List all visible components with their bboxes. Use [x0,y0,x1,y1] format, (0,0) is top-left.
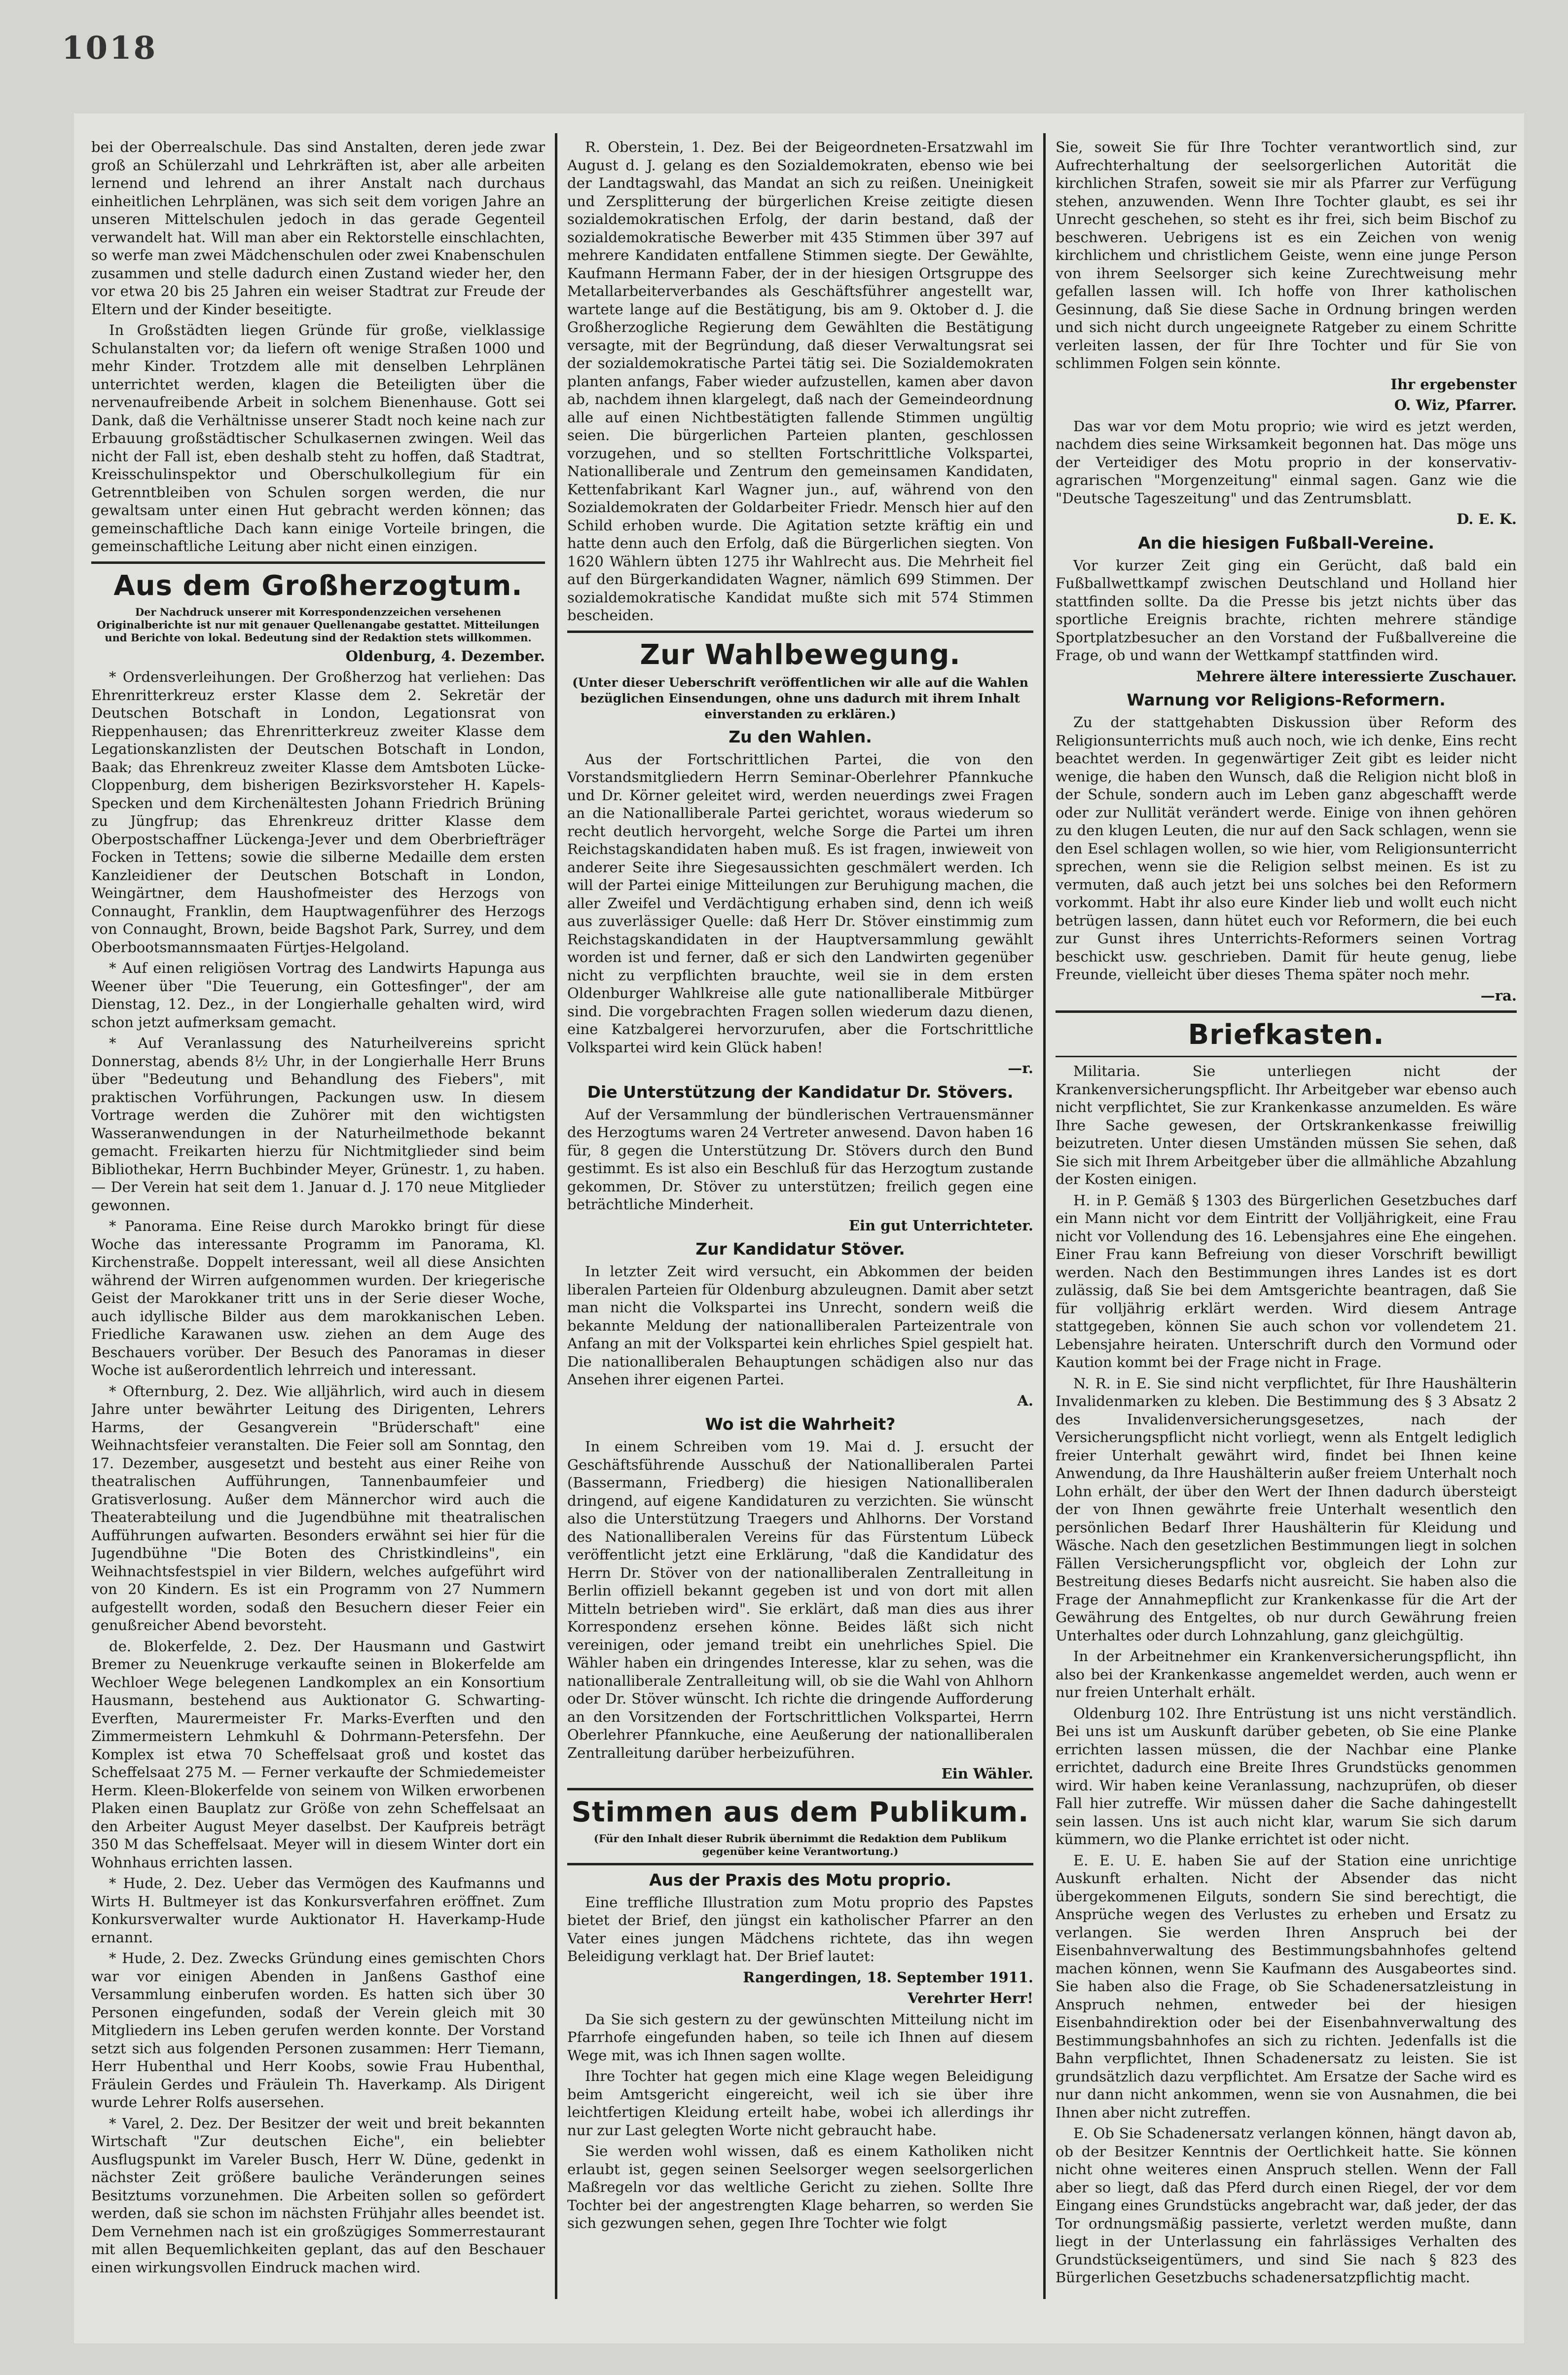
editor-note: (Unter dieser Ueberschrift veröffentlichen wir alle auf die Wahlen bezüglichen Einsendungen, ohne uns dadurch mit ihrem Inhalt einverstanden zu erklären.) [572,675,1028,721]
subheading-candidacy: Zur Kandidatur Stöver. [695,1239,905,1259]
subheading-truth: Wo ist die Wahrheit? [705,1414,896,1434]
section-divider [1056,1056,1517,1057]
dateline: Oldenburg, 4. Dezember. [345,647,545,665]
article-paragraph: Das war vor dem Motu proprio; wie wird es jetzt werden, nachdem dies seine Wirksamkeit begonnen hat. Das möge uns der Verteidiger des Motu proprio in der konservativ-agrarischen "Morgenzeitung" einmal sagen. Ganz wie die "Deutsche Tageszeitung" und das Zentrumsblatt. [1056,417,1517,507]
mailbox-answer: N. R. in E. Sie sind nicht verpflichtet, für Ihre Haushälterin Invalidenmarken zu kleben. Die Bestimmung des § 3 Absatz 2 des Invalidenversicherungsgesetzes, nach der Versicherungspflicht nicht vorliegt, wenn als Entgelt lediglich freier Unterhalt gewährt wird, findet bei Ihnen keine Anwendung, da Ihre Haushälterin außer freiem Unterhalt noch Lohn erhält, der über den Wert der Ihnen dadurch übersteigt der von Ihnen gewährte freie Unterhalt wesentlich den persönlichen Bedarf Ihrer Haushälterin für Kleidung und Wäsche. Nach den gesetzlichen Bestimmungen liegt in solchen Fällen Versicherungspflicht vor, obgleich der Lohn zur Bestreitung dieses Bedarfs nicht ausreicht. Sie haben also die Frage der Annahmepflicht zur Krankenkasse für die Art der Gewährung des Entgeltes, ob nur durch Gewährung freien Unterhaltes oder durch Lohnzahlung, ganz gleichgültig. [1056,1374,1517,1644]
signature: Ein gut Unterrichteter. [848,1217,1033,1234]
subheading-warning: Warnung vor Religions-Reformern. [1127,690,1446,709]
column-1 [91,138,545,2329]
reprint-note: Der Nachdruck unserer mit Korrespondenzzeichen versehenen Originalberichte ist nur mit genauer Quellenangabe gestattet. Mitteilungen und Berichte von lokal. Bedeutung sind der Redaktion stets willkommen. [97,605,540,644]
news-item-naturopathy: * Auf Veranlassung des Naturheilvereins spricht Donnerstag, abends 8½ Uhr, in der Longierhalle Herr Bruns über "Bedeutung und Behandlung des Fiebers", mit praktischen Vorführungen, Packungen usw. In diesem Vortrage werden die Zuhörer mit den wichtigsten Wasseranwendungen in der Naturheilmethode bekannt gemacht. Freikarten hierzu für Nichtmitglieder sind beim Bibliothekar, Herrn Buchbinder Meyer, Grünestr. 1, zu haben. — Der Verein hat seit dem 1. Januar d. J. 170 neue Mitglieder gewonnen. [91,1035,545,1214]
article-paragraph: In einem Schreiben vom 19. Mai d. J. ersucht der Geschäftsführende Ausschuß der Nationalliberalen Partei (Bassermann, Friedberg) die hiesigen Nationalliberalen dringend, auf eigene Kandidaturen zu verzichten. Sie wünscht also die Unterstützung Traegers und Ahlhorns. Der Vorstand des Nationalliberalen Vereins für das Fürstentum Lübeck veröffentlicht jetzt eine Erklärung, "daß die Kandidatur des Herrn Dr. Stöver von der nationalliberalen Zentralleitung in Berlin offiziell bekannt gegeben ist und von dort mit allen Mitteln betrieben wird". Sie erklärt, daß man dies aus ihrer Korrespondenz ersehen könne. Beides läßt sich nicht vereinigen, oder jemand treibt ein unehrliches Spiel. Die Wähler haben ein dringendes Interesse, klar zu sehen, was die nationalliberale Zentralleitung will, ob sie die Wahl von Ahlhorn oder Dr. Stöver wünscht. Ich richte die dringende Aufforderung an den Vorsitzenden der Fortschrittlichen Volkspartei, Herrn Oberlehrer Pfannkuche, eine Aeußerung der nationalliberalen Zentralleitung darüber herbeizuführen. [567,1438,1033,1761]
article-paragraph: In Großstädten liegen Gründe für große, vielklassige Schulanstalten vor; da liefern oft wenige Straßen 1000 und mehr Kinder. Trotzdem alle mit denselben Lehrplänen unterrichtet werden, klagen die Beteiligten über die nervenaufreibende Arbeit in solchem Bienenhause. Gott sei Dank, daß die Verhältnisse unserer Stadt noch keine nach zur Erbauung großstädtischer Schulkasernen zwingen. Weil das nicht der Fall ist, eben deshalb steht zu hoffen, daß Stadtrat, Kreisschulinspektor und Oberschulkollegium für ein Getrenntbleiben von Schulen sorgen werden, die nur gewaltsam unter einen Hut gebracht werden können; das gemeinschaftliche Dach kann einige Vorteile bringen, die gemeinschaftliche Leitung aber nicht einen einzigen. [91,322,545,555]
news-item-hude-bankruptcy: * Hude, 2. Dez. Ueber das Vermögen des Kaufmanns und Wirts H. Bultmeyer ist das Konkursverfahren eröffnet. Zum Konkursverwalter wurde Auktionator H. Haverkamp-Hude ernannt. [91,1875,545,1946]
section-divider [91,561,545,564]
news-item-panorama: * Panorama. Eine Reise durch Marokko bringt für diese Woche das interessante Programm im Panorama, Kl. Kirchenstraße. Doppelt interessant, weil all diese Ansichten während der Wirren aufgenommen wurden. Der kriegerische Geist der Marokkaner tritt uns in der Serie dieser Woche, auch idyllische Bilder aus dem marokkanischen Leben. Friedliche Karawanen usw. ziehen an dem Auge des Beschauers vorüber. Der Besuch des Panoramas in dieser Woche ist außerordentlich lehrreich und interessant. [91,1218,545,1378]
mailbox-answer: E. Ob Sie Schadenersatz verlangen können, hängt davon ab, ob der Besitzer Kenntnis der Oertlichkeit hatte. Sie können nicht ohne weiteres einen Anspruch stellen. Wenn der Fall aber so liegt, daß das Pferd durch einen Riegel, der vor dem Eingang eines Grundstücks angebracht war, daß jeder, der das Tor ordnungsmäßig passierte, verletzt werden mußte, dann liegt in der Unterlassung ein fahrlässiges Verhalten des Grundstückseigentümers, und sind Sie nach § 823 des Bürgerlichen Gesetzbuchs schadenersatzpflichtig macht. [1056,2125,1517,2286]
column-rule [555,133,557,2299]
news-item-osternburg: * Ofternburg, 2. Dez. Wie alljährlich, wird auch in diesem Jahre unter bewährter Leitung des Dirigenten, Lehrers Harms, der Gesangverein "Brüderschaft" eine Weihnachtsfeier veranstalten. Die Feier soll am Sonntag, den 17. Dezember, ausgesetzt und besteht aus einer Reihe von theatralischen Aufführungen, Tannenbaumfeier und Gratisverlosung. Außer dem Männerchor wird auch die Theaterabteilung und die Jugendbühne mit theatralischen Aufführungen aufwarten. Besonders erwähnt sei hier für die Jugendbühne "Die Boten des Christkindleins", ein Weihnachtsfestspiel in vier Bildern, welches aufgeführt wird von 20 Kindern. Es ist ein Programm von 27 Nummern aufgestellt worden, sodaß den Besuchern dieser Feier ein genußreicher Abend bevorsteht. [91,1382,545,1633]
letter-date: Rangerdingen, 18. September 1911. [743,1968,1033,1986]
article-paragraph: Eine treffliche Illustration zum Motu proprio des Papstes bietet der Brief, den jüngst ein katholischer Pfarrer an den Vater eines jungen Mädchens richtete, das ihn wegen Beleidigung verklagt hat. Der Brief lautet: [567,1893,1033,1965]
letter-paragraph: Sie, soweit Sie für Ihre Tochter verantwortlich sind, zur Aufrechterhaltung der seelsorgerlichen Autorität die kirchlichen Strafen, soweit sie mir als Pfarrer zur Verfügung stehen, anzuwenden. Wenn Ihre Tochter glaubt, es sei ihr Unrecht geschehen, so steht es ihr frei, sich beim Bischof zu beschweren. Uebrigens ist es ein Zeichen von wenig kirchlichem und christlichem Geiste, wenn eine junge Person von ihrem Seelsorger sich keine Zurechtweisung mehr gefallen lassen will. Ich hoffe von Ihrer katholischen Gesinnung, daß Sie diese Sache in Ordnung bringen werden und sich nicht durch ungeeignete Ratgeber zu einem Schritte verleiten lassen, der für Ihre Tochter und für Sie von schlimmen Folgen sein könnte. [1056,139,1517,371]
mailbox-answer: E. E. U. E. haben Sie auf der Station eine unrichtige Auskunft erhalten. Nicht der Absender das nicht übergekommenen Eilguts, sondern Sie sind berechtigt, die Ansprüche wegen des Verlustes zu erheben und Ersatz zu verlangen. Sie werden Ihren Anspruch bei der Eisenbahnverwaltung des Bestimmungsbahnhofes geltend machen können, wenn Sie Kaufmann des Ausgabeortes sind. Sie haben also die Frage, ob Sie Schadenersatzleistung in Anspruch nehmen, entweder bei der hiesigen Eisenbahndirektion oder bei der Eisenbahnverwaltung des Bestimmungsbahnhofes an sich zu richten. Jedenfalls ist die Bahn verpflichtet, Ihnen Schadenersatz zu leisten. Sie ist grundsätzlich dazu verpflichtet. Am Ersatze der Sache wird es nur dann nicht ankommen, wenn sie von Ausnahmen, die bei Ihnen aber nicht zutreffen. [1056,1852,1517,2121]
news-item-varel: * Varel, 2. Dez. Der Besitzer der weit und breit bekannten Wirtschaft "Zur deutschen Eiche", ein beliebter Ausflugspunkt im Vareler Busch, Herr W. Düne, gedenkt in nächster Zeit größere bauliche Veränderungen seines Besitztums vorzunehmen. Die Arbeiten sollen so gefördert werden, daß sie schon im nächsten Frühjahr alles beendet ist. Dem Vernehmen nach ist ein großzügiges Sommerrestaurant mit allen Bequemlichkeiten geplant, das auf den Beschauer einen wirkungsvollen Eindruck machen wird. [91,2115,545,2276]
section-heading-mailbox: Briefkasten. [1188,1019,1385,1051]
section-divider [567,631,1033,633]
subheading-support: Die Unterstützung der Kandidatur Dr. Stövers. [587,1082,1014,1102]
section-heading-election: Zur Wahlbewegung. [640,638,961,671]
subheading-practice: Aus der Praxis des Motu proprio. [649,1870,951,1890]
news-item-oberstein: R. Oberstein, 1. Dez. Bei der Beigeordneten-Ersatzwahl im August d. J. gelang es den Sozialdemokraten, ebenso wie bei der Landtagswahl, das Mandat an sich zu reißen. Uneinigkeit und Zersplitterung der bürgerlichen Kreise zeitigte diesen sozialdemokratischen Erfolg, der darin bestand, daß der sozialdemokratische Bewerber mit 435 Stimmen über 397 auf mehrere Kandidaten entfallene Stimmen siegte. Der Gewählte, Kaufmann Hermann Faber, der in der hiesigen Ortsgruppe des Metallarbeiterverbandes als Geschäftsführer angestellt war, wartete lange auf die Bestätigung, bis am 9. Oktober d. J. die Großherzogliche Regierung dem Gewählten die Bestätigung versagte, mit der Begründung, daß dieser Verwaltungsrat sei der sozialdemokratische Partei tätig sei. Die Sozialdemokraten planten anfangs, Faber wieder aufzustellen, kamen aber davon ab, nachdem ihnen klargelegt, daß nach der Gemeindeordnung alle auf einen Nichtbestätigten fallende Stimmen ungültig seien. Die bürgerlichen Parteien planten, geschlossen vorzugehen, und so stellten Fortschrittliche Volkspartei, Nationalliberale und Zentrum den gemeinsamen Kandidaten, Kettenfabrikant Karl Wagner jun., auf, während von den Sozialdemokraten der Goldarbeiter Friedr. Mensch hier auf den Schild erhoben wurde. Die Agitation setzte kräftig ein und hatte denn auch den Erfolg, daß die Bürgerlichen siegten. Von 1620 Wählern übten 1275 ihr Wahlrecht aus. Die Mehrheit fiel auf den Bürgerkandidaten Wagner, nämlich 699 Stimmen. Der sozialdemokratische Kandidat mußte sich mit 574 Stimmen bescheiden. [567,139,1033,624]
article-paragraph: Aus der Fortschrittlichen Partei, die von den Vorstandsmitgliedern Herrn Seminar-Oberlehrer Pfannkuche und Dr. Körner geleitet wird, werden neuerdings zwei Fragen an die Nationalliberale Partei gerichtet, woraus wiederum so recht deutlich hervorgeht, welche Sorge die Partei um ihren Reichstagskandidaten haben muß. Es ist fragen, inwieweit von anderer Seite ihre Siegesaussichten geschmälert werden. Ich will der Partei einige Mitteilungen zur Beruhigung machen, die aller Zweifel und Verdächtigung erhaben sind, denn ich weiß aus zuverlässiger Quelle: daß Herr Dr. Stöver einstimmig zum Reichstagskandidaten in der Hauptversammlung gewählt worden ist und ferner, daß er sich den Landwirten gegenüber nicht zu verpflichten brauchte, weil sie in dem ersten Oldenburger Wahlkreise alle gute nationalliberale Mitbürger sind. Die vorgebrachten Fragen sollen wiederum dazu dienen, eine Katzbalgerei hervorzurufen, aber die Fortschrittliche Volkspartei wird kein Glück haben! [567,750,1033,1056]
column-3 [1056,138,1517,2329]
letter-paragraph: Da Sie sich gestern zu der gewünschten Mitteilung nicht im Pfarrhofe eingefunden haben, so teile ich Ihnen auf diesem Wege mit, was ich Ihnen sagen wollte. [567,2010,1033,2064]
signature: —r. [1008,1060,1033,1076]
article-paragraph: In letzter Zeit wird versucht, ein Abkommen der beiden liberalen Parteien für Oldenburg abzuleugnen. Damit aber setzt man nicht die Volkspartei ins Unrecht, sondern weiß die bekannte Meldung der nationalliberalen Parteizentrale von Anfang an mit der Volkspartei kein ehrliches Spiel gespielt hat. Die nationalliberalen Behauptungen schädigen also nur das Ansehen ihrer eigenen Partei. [567,1263,1033,1388]
news-item-lecture: * Auf einen religiösen Vortrag des Landwirts Hapunga aus Weener über "Die Teuerung, ein Gottesfinger", der am Dienstag, 12. Dez., in der Longierhalle gehalten wird, wird schon jetzt aufmerksam gemacht. [91,960,545,1031]
article-paragraph: Zu der stattgehabten Diskussion über Reform des Religionsunterrichts muß auch noch, wie ich denke, Eins recht beachtet werden. In gegenwärtiger Zeit gibt es leider nicht wenige, die haben den Wunsch, daß die Religion nicht bloß in der Schule, sondern auch im Leben ganz abgeschafft werde oder zur Nullität verändert werde. Einige von ihnen gehören zu den klugen Leuten, die nur auf den Sack schlagen, wenn sie den Esel schlagen wollen, so wie hier, vom Religionsunterricht sprechen, wenn sie die Religion selbst meinen. Es ist zu vermuten, daß auch jetzt bei uns solches bei den Reformern vorkommt. Habt ihr also eure Kinder lieb und wollt euch nicht betrügen lassen, dann hütet euch vor Reformern, die bei euch zur Gunst ihres Unterrichts-Reformers seinen Vortrag beschickt usw. geschrieben. Damit für heute genug, liebe Freunde, vielleicht über dieses Thema später noch mehr. [1056,714,1517,983]
signature: D. E. K. [1457,511,1517,527]
section-divider [1056,1010,1517,1013]
section-heading-public: Stimmen aus dem Publikum. [571,1796,1029,1828]
letter-paragraph: Ihre Tochter hat gegen mich eine Klage wegen Beleidigung beim Amtsgericht eingereicht, weil ich sie über ihre leichtfertigen Kleidung erteilt habe, wobei ich allerdings ihr nur zur Last gelegten Worte nicht gebraucht habe. [567,2068,1033,2139]
subheading-to-elections: Zu den Wahlen. [729,727,872,746]
public-voices-box [567,1788,1033,1865]
mailbox-answer: Militaria. Sie unterliegen nicht der Krankenversicherungspflicht. Ihr Arbeitgeber war ebenso auch nicht verpflichtet, Sie zur Krankenkasse anzumelden. Es wäre Ihre Sache gewesen, der Ortskrankenkasse freiwillig beizutreten. Unter diesen Umständen müssen Sie sehen, daß Sie sich mit Ihrem Arbeitgeber über die allmähliche Abzahlung der Kosten einigen. [1056,1063,1517,1188]
subheading-football: An die hiesigen Fußball-Vereine. [1138,533,1434,553]
article-paragraph: bei der Oberrealschule. Das sind Anstalten, deren jede zwar groß an Schülerzahl und Lehrkräften ist, aber alle arbeiten lernend und lehrend an ihrer Anstalt nach durchaus einheitlichen Lehrplänen, was sich seit dem vorigen Jahre an unseren Mittelschulen jedoch in das gerade Gegenteil verwandelt hat. Will man aber ein Rektorstelle einschlachten, so werfe man zwei Mädchenschulen oder zwei Knabenschulen zusammen und stelle dadurch einen Zustand wieder her, den vor etwa 20 bis 25 Jahren ein weiser Stadtrat zur Freude der Eltern und der Kinder beseitigte. [91,139,545,318]
mailbox-answer: H. in P. Gemäß § 1303 des Bürgerlichen Gesetzbuches darf ein Mann nicht vor dem Eintritt der Volljährigkeit, eine Frau nicht vor Vollendung des 16. Lebensjahres eine Ehe eingehen. Einer Frau kann Befreiung von dieser Vorschrift bewilligt werden. Nach den Bestimmungen ihres Landes ist es dort zulässig, daß Sie bei dem Amtsgerichte beantragen, daß Sie für volljährig erklärt werden. Wird diesem Antrage stattgegeben, können Sie auch schon vor vollendetem 21. Lebensjahre heiraten. Unterschrift durch den Vormund oder Kaution kommt bei der Frage nicht in Frage. [1056,1191,1517,1371]
section-heading-grand-duchy: Aus dem Großherzogtum. [113,569,523,602]
letter-paragraph: Sie werden wohl wissen, daß es einem Katholiken nicht erlaubt ist, gegen seinen Seelsorger wegen seelsorgerlichen Maßregeln vor das weltliche Gericht zu ziehen. Sollte Ihre Tochter bei der angestrengten Klage beharren, so werden Sie sich gezwungen sehen, gegen Ihre Tochter wie folgt [567,2143,1033,2231]
article-paragraph: Vor kurzer Zeit ging ein Gerücht, daß bald ein Fußballwettkampf zwischen Deutschland und Holland hier stattfinden sollte. Da die Presse bis jetzt nichts über das sportliche Ereignis brachte, richten mehrere ständige Sportplatzbesucher an den Vorstand der Fußballvereine die Frage, ob und wann der Wettkampf stattfinden wird. [1056,557,1517,664]
signature: Mehrere ältere interessierte Zuschauer. [1196,668,1517,685]
signature: Ein Wähler. [941,1765,1033,1782]
column-rule [1043,133,1046,2299]
letter-salutation: Verehrter Herr! [908,1990,1033,2006]
mailbox-answer: Oldenburg 102. Ihre Entrüstung ist uns nicht verständlich. Bei uns ist um Auskunft darüber gebeten, ob Sie eine Planke errichten lassen müssen, die der Nachbar eine Planke errichtet, dadurch eine Breite Ihres Grundstücks genommen wird. Wir haben keine Veranlassung, nachzuprüfen, ob dieser Fall hier zutreffe. Wir müssen daher die Sache dahingestellt sein lassen. Uns ist auch nicht klar, warum Sie sich darum kümmern, wo die Planke errichtet ist oder nicht. [1056,1705,1517,1848]
letter-closing: Ihr ergebenster [1390,375,1517,393]
news-item-blokerfelde: de. Blokerfelde, 2. Dez. Der Hausmann und Gastwirt Bremer zu Neuenkruge verkaufte seinen in Blokerfelde am Wechloer Wege belegenen Landkomplex an ein Konsortium Hausmann, bestehend aus Auktionator G. Schwarting-Everften, Maurermeister Fr. Marks-Everften und den Zimmermeistern Lehmkuhl & Dohrmann-Petersfehn. Der Komplex ist etwa 70 Scheffelsaat groß und kostet das Scheffelsaat 275 M. — Ferner verkaufte der Schmiedemeister Herm. Kleen-Blokerfelde von seinem von Wilken erworbenen Plaken einen Bauplatz zur Größe von zehn Scheffelsaat an den Arbeiter August Meyer daselbst. Der Kaufpreis beträgt 350 M das Scheffelsaat. Meyer will in diesem Winter dort ein Wohnhaus errichten lassen. [91,1637,545,1871]
column-2 [567,138,1033,2329]
article-paragraph: Auf der Versammlung der bündlerischen Vertrauensmänner des Herzogtums waren 24 Vertreter anwesend. Davon haben 16 für, 8 gegen die Unterstützung Dr. Stövers durch den Bund gestimmt. Es ist also ein Beschluß für das Herzogtum zustande gekommen, Dr. Stöver zu unterstützen; freilich gegen eine beträchtliche Minderheit. [567,1106,1033,1213]
letter-signature: O. Wiz, Pfarrer. [1394,397,1517,413]
page-number: 1018 [62,30,158,67]
public-note: (Für den Inhalt dieser Rubrik übernimmt die Redaktion dem Publikum gegenüber keine Verantwortung.) [593,1832,1007,1857]
mailbox-answer: In der Arbeitnehmer ein Krankenversicherungspflicht, ihn also bei der Krankenkasse angemeldet werden, auch wenn er nur freien Unterhalt erhält. [1056,1648,1517,1701]
news-item-hude-choir: * Hude, 2. Dez. Zwecks Gründung eines gemischten Chors war vor einigen Abenden in Janßens Gasthof eine Versammlung einberufen worden. Es hatten sich über 30 Personen eingefunden, sodaß der Verein gleich mit 30 Mitgliedern ins Leben gerufen werden konnte. Der Vorstand setzt sich aus folgenden Personen zusammen: Herr Tiemann, Herr Hubenthal und Herr Koobs, sowie Frau Hubenthal, Fräulein Gerdes und Fräulein Th. Haverkamp. Als Dirigent wurde Lehrer Rolfs ausersehen. [91,1950,545,2111]
signature: —ra. [1480,987,1517,1004]
news-item-decorations: * Ordensverleihungen. Der Großherzog hat verliehen: Das Ehrenritterkreuz erster Klasse dem 2. Sekretär der Deutschen Botschaft in London, Legationsrat von Rieppenhausen; das Ehrenritterkreuz zweiter Klasse dem Legationskanzlisten der Deutschen Botschaft in London, Baak; das Ehrenkreuz zweiter Klasse dem Amtsboten Lücke-Cloppenburg, dem bisherigen Bezirksvorsteher H. Kapels-Specken und dem Kirchenältesten Johann Friedrich Brüning zu Jüngfrup; das Ehrenkreuz dritter Klasse dem Oberpostschaffner Lückenga-Jever und dem Oberbriefträger Focken in Tettens; sowie die silberne Medaille dem ersten Kanzleidiener der Deutschen Botschaft in London, Weingärtner, dem Haushofmeister des Herzogs von Connaught, Franklin, dem Hauptwagenführer des Herzogs von Connaught, Brown, beide Bagshot Park, Surrey, und dem Oberbootsmannsmaaten Fürtjes-Helgoland. [91,668,545,956]
signature: A. [1017,1392,1033,1409]
